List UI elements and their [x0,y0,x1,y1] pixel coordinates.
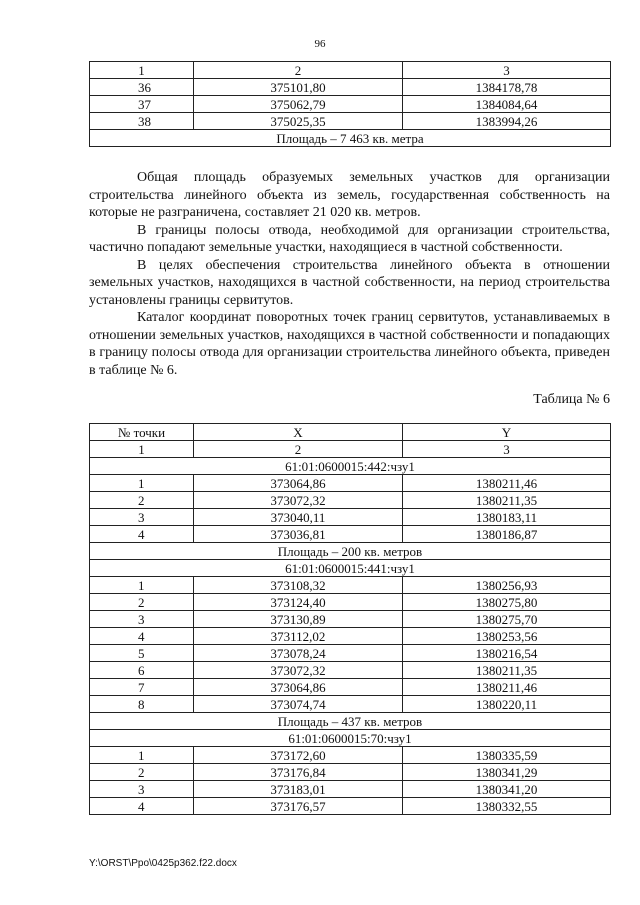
x-coordinate-cell: 373078,24 [194,645,403,662]
point-number-cell: 6 [90,662,194,679]
point-number-cell: 2 [90,764,194,781]
body-text [89,169,610,379]
parcel-title-row [90,458,611,475]
x-coordinate-cell: 375062,79 [194,96,403,113]
y-coordinate-cell: 1380335,59 [403,747,611,764]
table-row [90,113,611,130]
table-row [90,764,611,781]
area-row [90,713,611,730]
x-coordinate-cell: 373176,84 [194,764,403,781]
y-coordinate-cell: 1380275,80 [403,594,611,611]
x-coordinate-cell: 373064,86 [194,475,403,492]
parcel-title-cell: 61:01:0600015:442:чзу1 [90,458,611,475]
table-header-row [90,424,611,441]
y-coordinate-cell: 1380211,46 [403,475,611,492]
area-cell: Площадь – 437 кв. метров [90,713,611,730]
point-number-cell: 3 [90,781,194,798]
point-number-cell: 4 [90,628,194,645]
parcel-title-cell: 61:01:0600015:441:чзу1 [90,560,611,577]
table-row [90,594,611,611]
point-number-cell: 4 [90,526,194,543]
point-number-cell: 8 [90,696,194,713]
column-number-cell: 2 [194,62,403,79]
table-row [90,798,611,815]
x-coordinate-cell: 373072,32 [194,662,403,679]
point-number-cell: 1 [90,577,194,594]
table-row [90,475,611,492]
point-number-cell: 7 [90,679,194,696]
paragraph-total-area: Общая площадь образуемых земельных участков для организации строительства линейного объекта из земель, государственная собственность на которые не разграничена, составляет 21 020 кв. метров. [89,170,610,220]
servitude-coordinates-table [89,423,611,815]
x-coordinate-cell: 373036,81 [194,526,403,543]
column-number-cell: 2 [194,441,403,458]
table-row [90,509,611,526]
point-number-cell: 38 [90,113,194,130]
table-row [90,79,611,96]
y-coordinate-cell: 1380341,20 [403,781,611,798]
table-row [90,679,611,696]
x-coordinate-cell: 375101,80 [194,79,403,96]
x-header: X [194,424,403,441]
parcel-title-cell: 61:01:0600015:70:чзу1 [90,730,611,747]
x-coordinate-cell: 373124,40 [194,594,403,611]
x-coordinate-cell: 373172,60 [194,747,403,764]
column-number-cell: 3 [403,441,611,458]
table-header-row [90,62,611,79]
area-cell: Площадь – 7 463 кв. метра [90,130,611,147]
table-row [90,628,611,645]
y-coordinate-cell: 1380211,35 [403,492,611,509]
y-coordinate-cell: 1384178,78 [403,79,611,96]
point-number-cell: 1 [90,475,194,492]
point-number-cell: 2 [90,594,194,611]
parcel-title-row [90,560,611,577]
y-coordinate-cell: 1380332,55 [403,798,611,815]
paragraph-catalog: Каталог координат поворотных точек границ сервитутов, устанавливаемых в отношении земельных участков, находящихся в частной собственности и попадающих в границу полосы отвода для организации строительства линейного объекта, приведен в таблице № 6. [89,310,610,378]
y-coordinate-cell: 1380186,87 [403,526,611,543]
y-coordinate-cell: 1383994,26 [403,113,611,130]
point-number-cell: 5 [90,645,194,662]
x-coordinate-cell: 373040,11 [194,509,403,526]
y-coordinate-cell: 1380216,54 [403,645,611,662]
area-row [90,543,611,560]
coordinates-table-continued [89,61,611,147]
parcel-title-row [90,730,611,747]
table-row [90,611,611,628]
column-numbers-row [90,441,611,458]
table-caption: Таблица № 6 [533,392,610,407]
y-coordinate-cell: 1380183,11 [403,509,611,526]
x-coordinate-cell: 373064,86 [194,679,403,696]
y-header: Y [403,424,611,441]
table-row [90,577,611,594]
point-number-cell: 3 [90,611,194,628]
table-row [90,526,611,543]
x-coordinate-cell: 373108,32 [194,577,403,594]
table-row [90,747,611,764]
y-coordinate-cell: 1380341,29 [403,764,611,781]
x-coordinate-cell: 373130,89 [194,611,403,628]
point-number-cell: 37 [90,96,194,113]
table-row [90,662,611,679]
y-coordinate-cell: 1380211,35 [403,662,611,679]
point-number-header: № точки [90,424,194,441]
area-cell: Площадь – 200 кв. метров [90,543,611,560]
point-number-cell: 3 [90,509,194,526]
y-coordinate-cell: 1380253,56 [403,628,611,645]
area-row [90,130,611,147]
point-number-cell: 36 [90,79,194,96]
table-row [90,645,611,662]
y-coordinate-cell: 1380256,93 [403,577,611,594]
paragraph-servitudes: В целях обеспечения строительства линейного объекта в отношении земельных участков, находящихся в частной собственности, на период строительства установлены границы сервитутов. [89,257,610,308]
paragraph-private-parcels: В границы полосы отвода, необходимой для организации строительства, частично попадают земельные участки, находящиеся в частной собственности. [89,222,610,255]
table-row [90,96,611,113]
x-coordinate-cell: 373183,01 [194,781,403,798]
y-coordinate-cell: 1384084,64 [403,96,611,113]
y-coordinate-cell: 1380220,11 [403,696,611,713]
point-number-cell: 2 [90,492,194,509]
column-number-cell: 3 [403,62,611,79]
x-coordinate-cell: 373074,74 [194,696,403,713]
table-row [90,696,611,713]
point-number-cell: 4 [90,798,194,815]
x-coordinate-cell: 373176,57 [194,798,403,815]
y-coordinate-cell: 1380275,70 [403,611,611,628]
column-number-cell: 1 [90,62,194,79]
x-coordinate-cell: 375025,35 [194,113,403,130]
y-coordinate-cell: 1380211,46 [403,679,611,696]
x-coordinate-cell: 373072,32 [194,492,403,509]
point-number-cell: 1 [90,747,194,764]
table-row [90,781,611,798]
file-path-footer: Y:\ORST\Ppo\0425p362.f22.docx [89,858,237,869]
table-row [90,492,611,509]
column-number-cell: 1 [90,441,194,458]
page-number: 96 [314,38,326,50]
x-coordinate-cell: 373112,02 [194,628,403,645]
